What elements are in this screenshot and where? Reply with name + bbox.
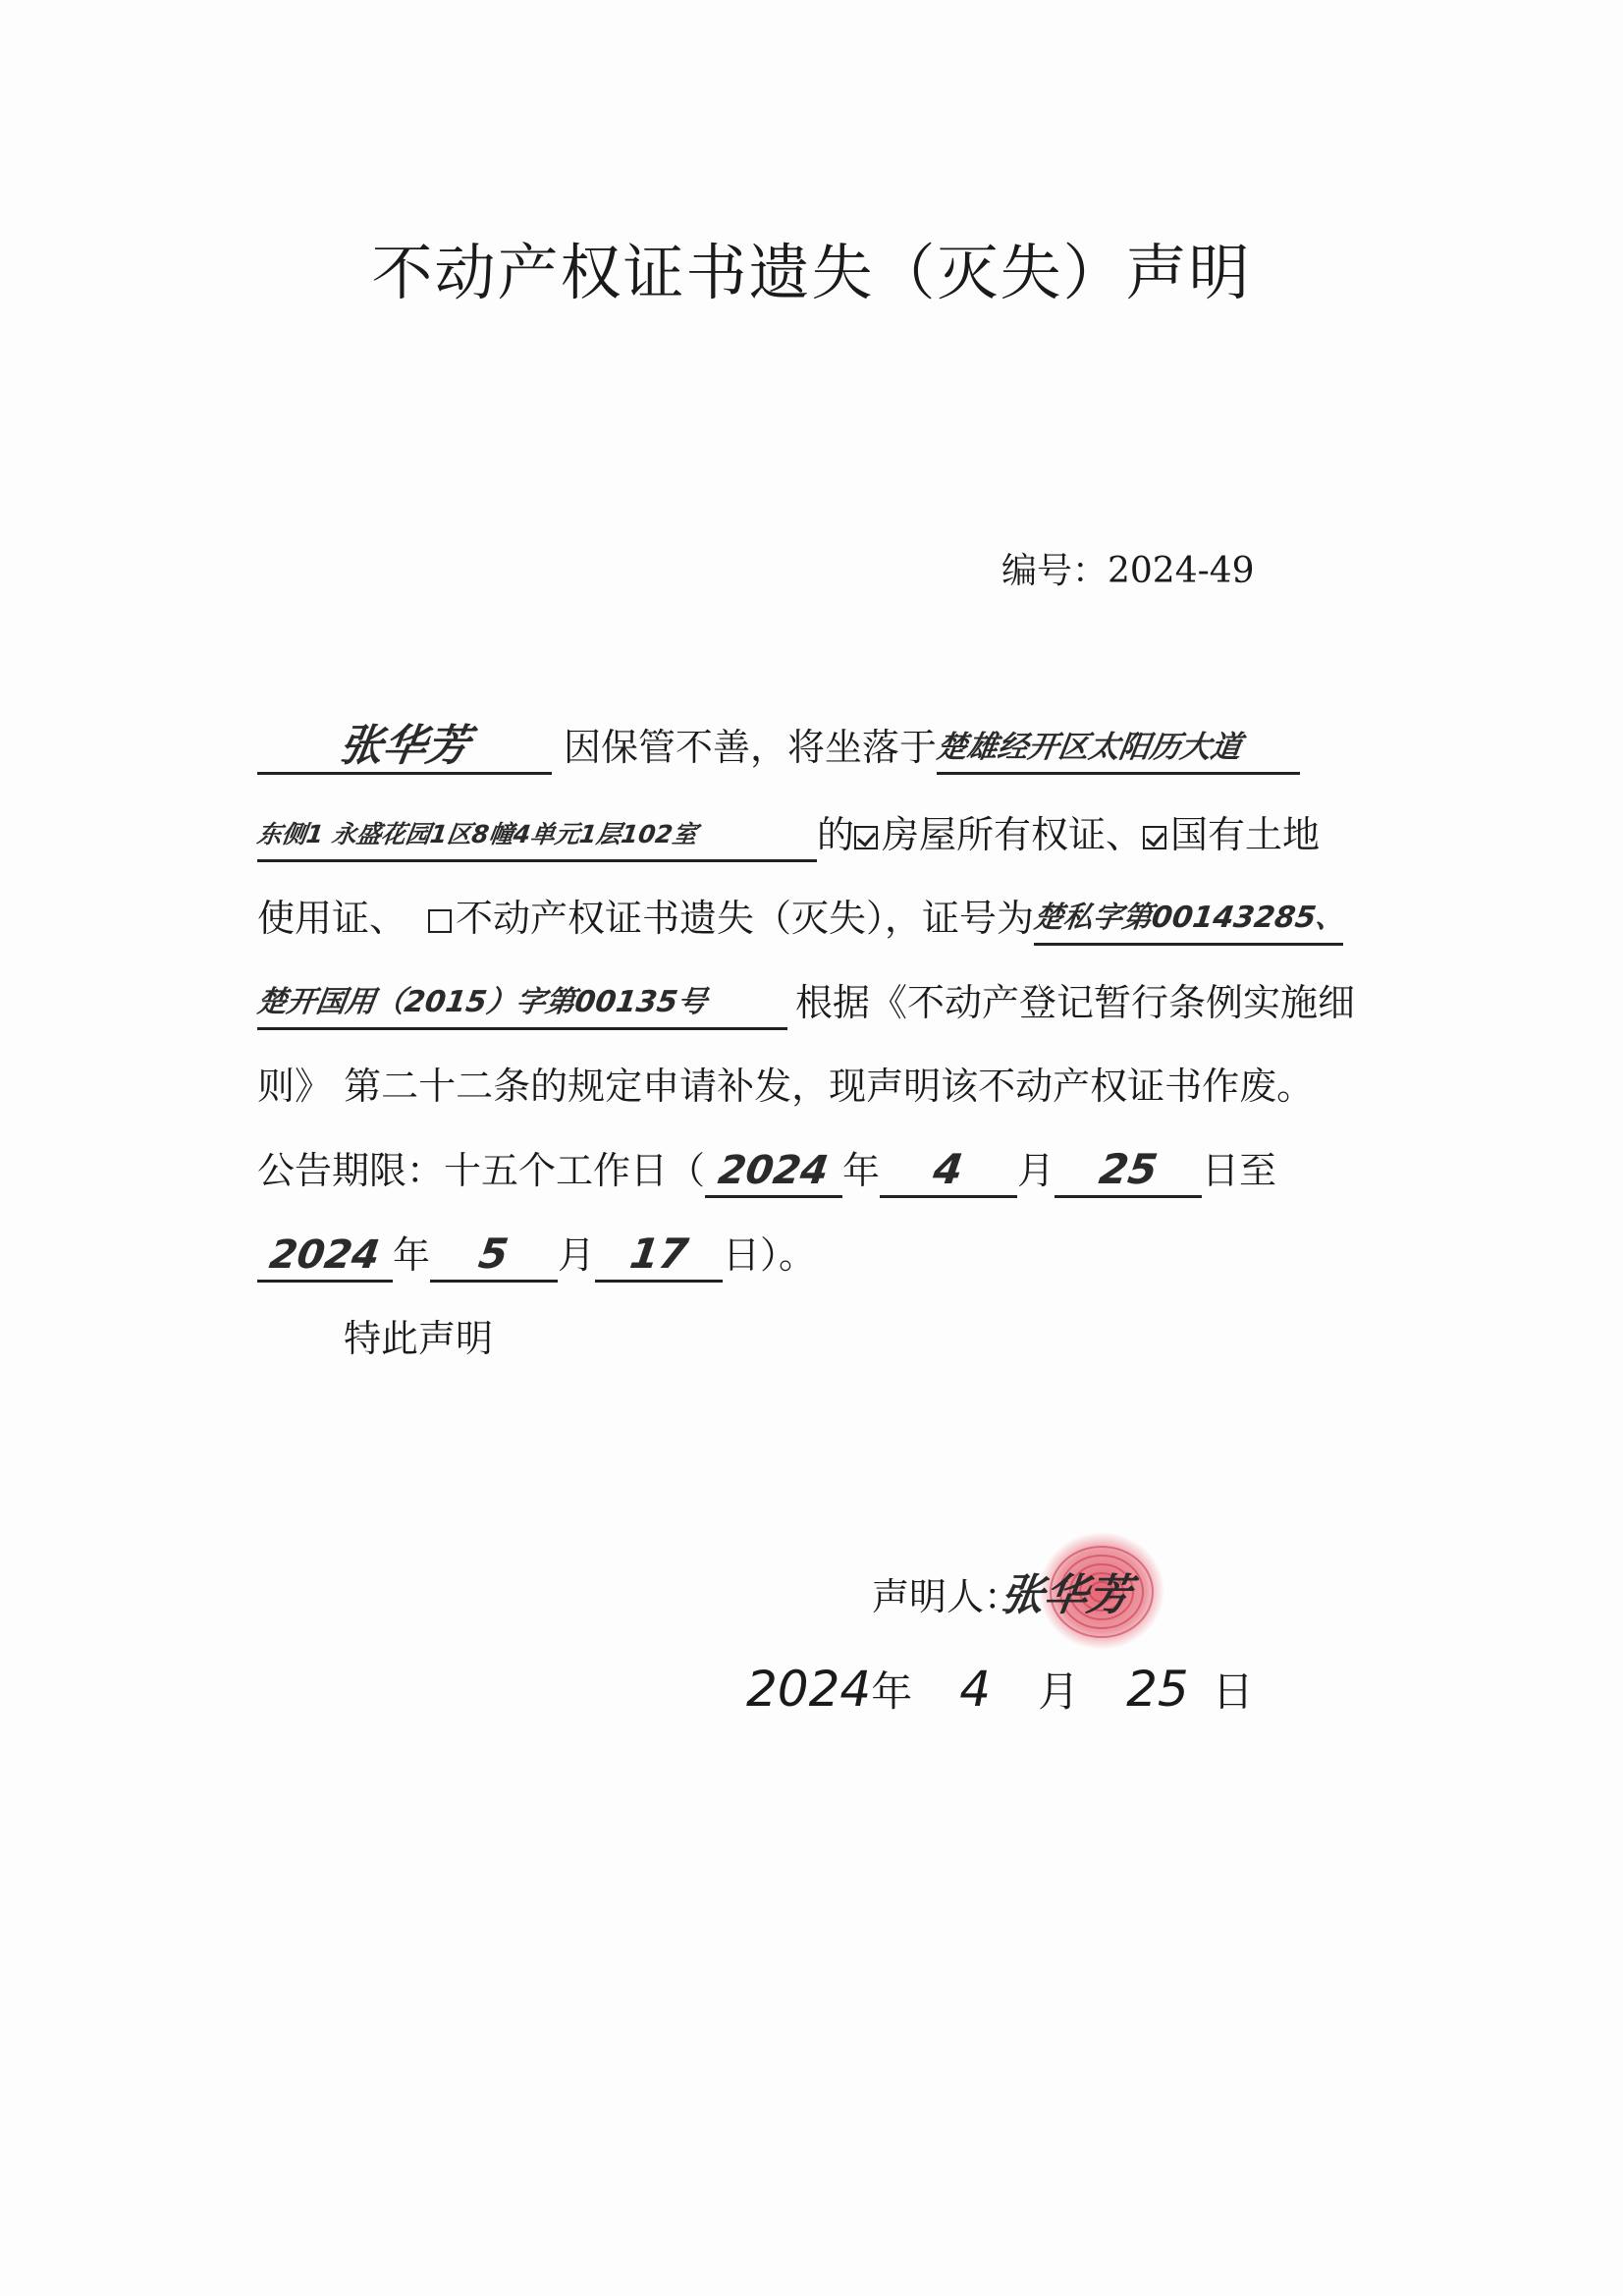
closing-statement: 特此声明 xyxy=(344,1317,494,1360)
checkbox-property-cert[interactable] xyxy=(428,909,452,933)
text-end-suffix: 日）。 xyxy=(723,1233,817,1277)
signature-day-char: 日 xyxy=(1212,1667,1254,1716)
paragraph-line-2 xyxy=(257,805,1320,860)
paragraph-line-6 xyxy=(257,1143,1276,1198)
declarant-name: 张华芳 xyxy=(336,721,473,771)
address-blank-1 xyxy=(934,720,1300,775)
cert-no-blank-2 xyxy=(254,974,787,1030)
label-house-ownership: 房屋所有权证、 xyxy=(882,813,1144,856)
cert-number-1: 楚私字第00143285、 xyxy=(1031,901,1348,935)
text-month-1: 月 xyxy=(1017,1149,1055,1192)
declarant-name-blank xyxy=(257,722,552,775)
signature-name xyxy=(997,1559,1134,1622)
signature-month-char: 月 xyxy=(1038,1667,1080,1716)
checkbox-house-ownership[interactable] xyxy=(854,826,878,849)
text-according: 根据《不动产登记暂行条例实施细 xyxy=(795,981,1356,1024)
paragraph-line-7 xyxy=(257,1228,816,1283)
paragraph-line-1 xyxy=(257,720,1300,775)
text-year-1: 年 xyxy=(842,1149,881,1192)
text-year-2: 年 xyxy=(393,1233,431,1277)
signature-year-char: 年 xyxy=(871,1667,913,1716)
text-month-2: 月 xyxy=(558,1233,596,1277)
cert-no-blank-1 xyxy=(1031,890,1348,946)
text-reason: 因保管不善，将坐落于 xyxy=(564,726,938,769)
start-month: 4 xyxy=(931,1145,967,1193)
serial-number: 编号：2024-49 xyxy=(1001,551,1255,591)
text-land-use-cert: 使用证、 xyxy=(257,897,407,940)
start-year: 2024 xyxy=(716,1148,832,1193)
start-day: 25 xyxy=(1096,1145,1161,1193)
end-month-blank xyxy=(430,1230,558,1283)
start-year-blank xyxy=(705,1146,842,1198)
text-day-to: 日至 xyxy=(1202,1149,1277,1192)
paragraph-line-4 xyxy=(254,974,1356,1029)
text-of: 的 xyxy=(817,813,855,856)
signature-month: 4 xyxy=(959,1661,992,1718)
signature-year: 2024 xyxy=(746,1661,872,1718)
signature-label: 声明人： xyxy=(872,1575,1022,1618)
paragraph-line-5 xyxy=(257,1059,1314,1114)
end-month: 5 xyxy=(476,1230,513,1278)
signature-date xyxy=(746,1660,1254,1719)
checkbox-land-use[interactable] xyxy=(1143,826,1166,849)
label-land-use: 国有土地 xyxy=(1170,813,1321,856)
start-day-blank xyxy=(1055,1145,1202,1198)
end-day: 17 xyxy=(626,1230,691,1278)
signature-handwritten-name: 张华芳 xyxy=(997,1570,1134,1620)
document-title: 不动产权证书遗失（灭失）声明 xyxy=(371,237,1252,308)
address-blank-2 xyxy=(257,805,817,862)
label-property-cert: 不动产权证书遗失（灭失），证号为 xyxy=(456,897,1035,940)
end-year: 2024 xyxy=(267,1232,383,1278)
address-part-1: 楚雄经开区太阳历大道 xyxy=(934,730,1244,765)
end-day-blank xyxy=(595,1230,723,1283)
signature-day: 25 xyxy=(1126,1661,1189,1718)
paragraph-line-3 xyxy=(257,890,1348,945)
cert-number-2: 楚开国用（2015）字第00135号 xyxy=(254,985,710,1019)
text-regulation: 则》 第二十二条的规定申请补发，现声明该不动产权证书作废。 xyxy=(257,1065,1315,1108)
end-year-blank xyxy=(257,1230,393,1283)
start-month-blank xyxy=(880,1145,1017,1198)
text-notice-period: 公告期限：十五个工作日（ xyxy=(257,1149,706,1192)
address-part-2: 东侧1 永盛花园1区8幢4单元1层102室 xyxy=(255,820,699,848)
